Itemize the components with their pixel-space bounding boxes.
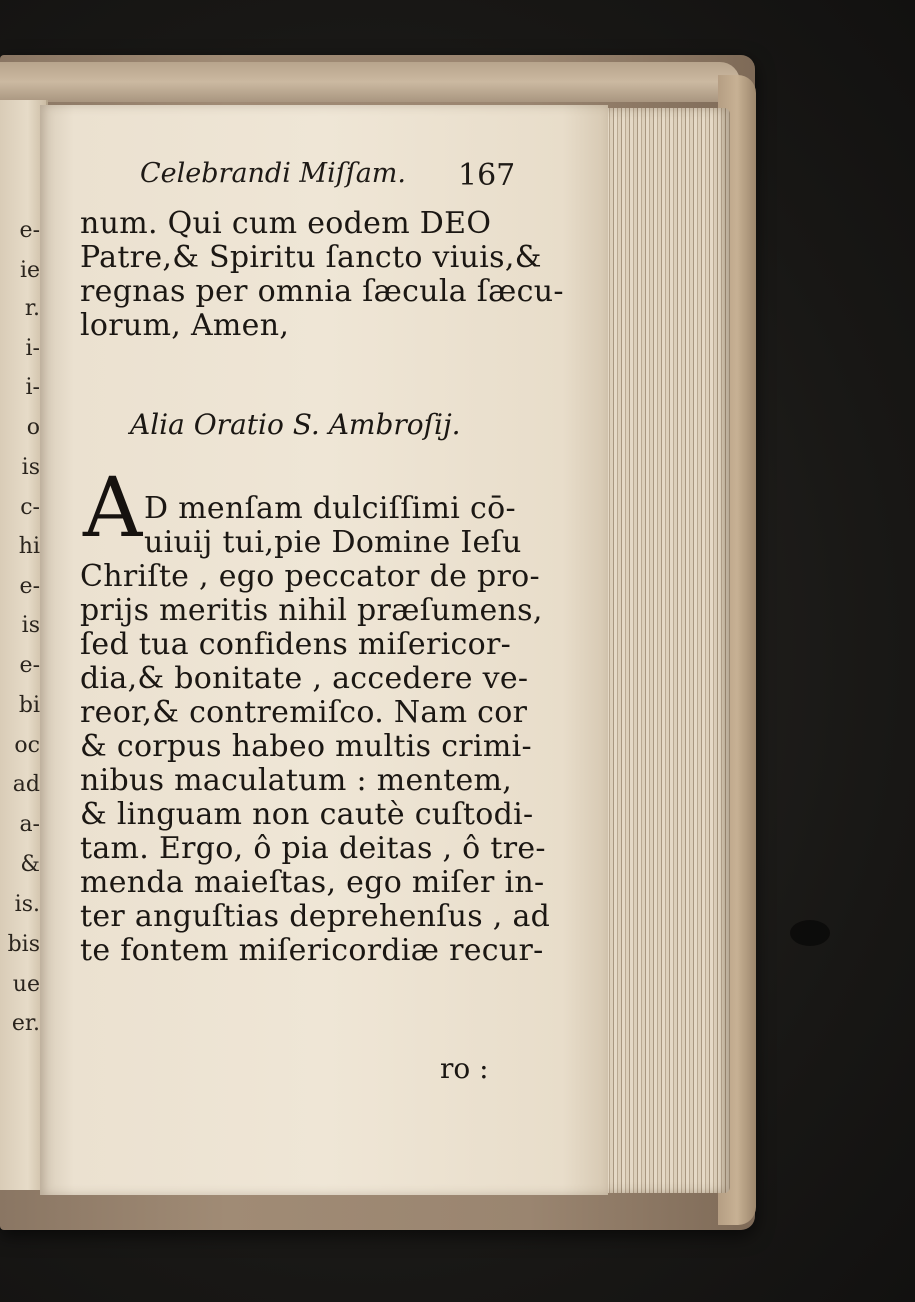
- book-top-edge: [0, 62, 740, 102]
- left-page-fragment: e-: [19, 218, 40, 243]
- left-page-fragment: ad: [12, 772, 40, 797]
- left-page-fragment: oc: [14, 733, 40, 758]
- paragraph-oratio: [80, 491, 551, 968]
- left-page-fragment: a-: [19, 812, 40, 837]
- left-page-fragment: r.: [24, 296, 40, 321]
- left-page-fragment: is: [21, 455, 40, 480]
- section-heading: Alia Oratio S. Ambroſij.: [130, 408, 461, 441]
- left-page-fragment: i-: [25, 375, 40, 400]
- text-line: regnas per omnia ſæcula ſæcu-: [80, 274, 564, 309]
- left-page-fragment: &: [20, 852, 40, 877]
- left-page-fragment: is: [21, 613, 40, 638]
- text-line: dia,& bonitate , accedere ve-: [80, 661, 529, 696]
- left-page-fragment: bi: [18, 693, 40, 718]
- left-page-fragment: is.: [14, 892, 40, 917]
- background-spot: [790, 920, 830, 946]
- text-line: ſed tua confidens miſericor-: [80, 627, 512, 662]
- left-page-fragment: c-: [20, 495, 40, 520]
- left-page-fragment: er.: [11, 1011, 40, 1036]
- text-line: & corpus habeo multis crimi-: [80, 729, 532, 764]
- drop-cap: A: [83, 461, 143, 556]
- left-page-fragment: hi: [18, 534, 40, 559]
- paragraph-prayer-ending: [80, 206, 564, 343]
- text-line: D menſam dulciſſimi cō-: [144, 491, 516, 526]
- left-page-fragment: ie: [19, 258, 40, 283]
- page-fore-edge: [598, 108, 730, 1193]
- left-page-fragment: ue: [12, 972, 40, 997]
- running-head: [140, 158, 540, 193]
- text-line: nibus maculatum : mentem,: [80, 763, 513, 798]
- text-line: & linguam non cautè cuſtodi-: [80, 797, 534, 832]
- left-page-fragment: o: [26, 415, 40, 440]
- text-line: uiuij tui,pie Domine Ieſu: [144, 525, 522, 560]
- page-number: 167: [458, 158, 516, 193]
- text-line: reor,& contremiſco. Nam cor: [80, 695, 528, 730]
- left-page-fragment: i-: [25, 336, 40, 361]
- catchword: ro :: [440, 1052, 489, 1085]
- text-line: lorum, Amen,: [80, 308, 290, 343]
- text-line: tam. Ergo, ô pia deitas , ô tre-: [80, 831, 546, 866]
- text-line: Chriſte , ego peccator de pro-: [80, 559, 540, 594]
- text-line: te fontem miſericordiæ recur-: [80, 933, 544, 968]
- text-line: num. Qui cum eodem DEO: [80, 206, 492, 241]
- running-head-title: Celebrandi Miſſam.: [140, 158, 406, 189]
- text-line: prijs meritis nihil præſumens,: [80, 593, 543, 628]
- left-page-fragment: e-: [19, 574, 40, 599]
- text-line: menda maieſtas, ego miſer in-: [80, 865, 545, 900]
- text-line: ter anguſtias deprehenſus , ad: [80, 899, 551, 934]
- left-page-fragment: bis: [7, 932, 40, 957]
- left-page-fragment: e-: [19, 653, 40, 678]
- text-line: Patre,& Spiritu ſancto viuis,&: [80, 240, 542, 275]
